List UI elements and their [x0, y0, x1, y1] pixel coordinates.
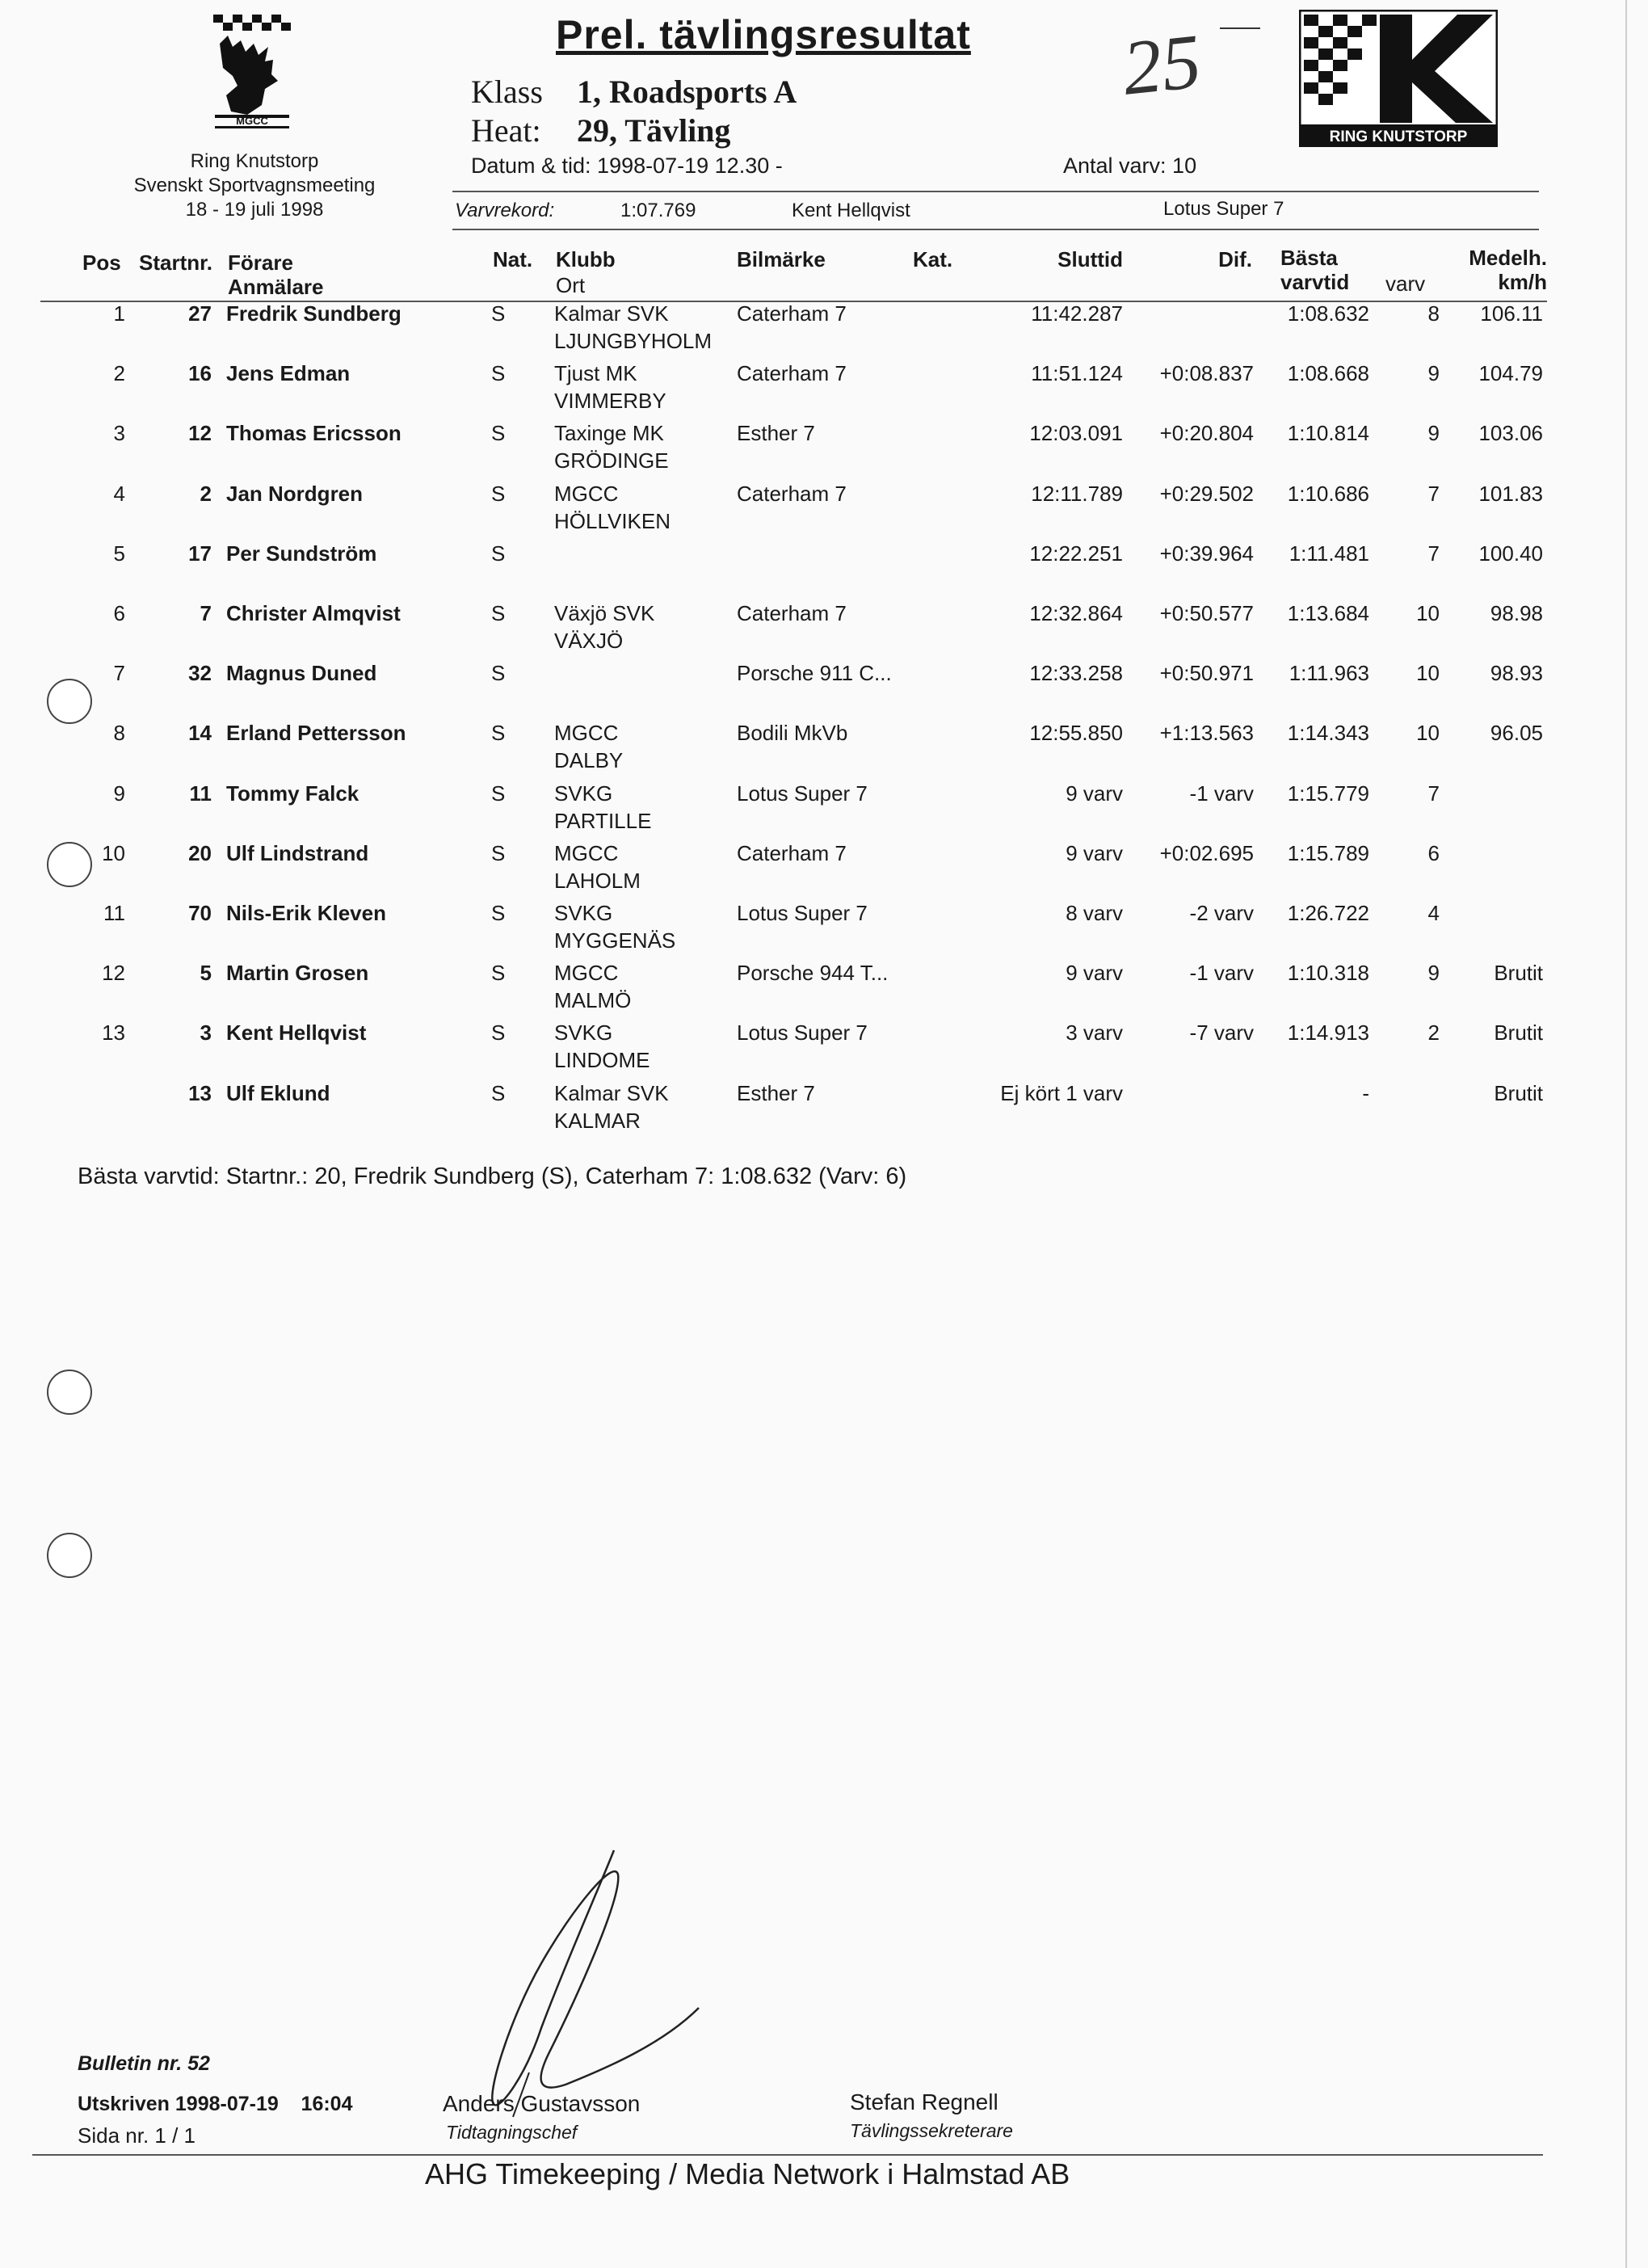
- class-value: 1, Roadsports A: [577, 74, 797, 110]
- official2-role: Tävlingssekreterare: [850, 2120, 1013, 2141]
- cell-nat: S: [491, 361, 506, 385]
- cell-nat: S: [491, 421, 506, 445]
- cell-avg-speed: Brutit: [1494, 1020, 1543, 1045]
- official1-name: Anders Gustavsson: [443, 2091, 641, 2116]
- col-car: Bilmärke: [737, 247, 826, 271]
- cell-club: Kalmar SVK: [554, 301, 669, 326]
- cell-best-lap: 7: [1427, 482, 1440, 506]
- cell-driver: Erland Pettersson: [226, 721, 406, 745]
- col-startnr: Startnr.: [139, 250, 213, 275]
- cell-car: Esther 7: [737, 421, 815, 445]
- cell-pos: 5: [113, 541, 125, 566]
- cell-car: Caterham 7: [737, 301, 847, 326]
- cell-finish: 9 varv: [1066, 961, 1123, 985]
- cell-avg-speed: 98.98: [1490, 601, 1543, 625]
- footer-divider: [32, 2154, 1543, 2156]
- cell-diff: +0:20.804: [1159, 421, 1254, 445]
- top-divider: [452, 191, 1539, 192]
- cell-town: LJUNGBYHOLM: [554, 329, 713, 353]
- col-avg-unit: km/h: [1498, 270, 1547, 294]
- cell-nat: S: [491, 781, 506, 806]
- col-best: Bästa: [1280, 246, 1338, 270]
- cell-best-time: 1:14.343: [1287, 721, 1369, 745]
- cell-startnr: 11: [189, 781, 212, 806]
- cell-avg-speed: 101.83: [1478, 482, 1543, 506]
- cell-best-lap: 8: [1427, 301, 1440, 326]
- cell-startnr: 20: [188, 841, 212, 865]
- cell-finish: 9 varv: [1066, 841, 1123, 865]
- official2-name: Stefan Regnell: [850, 2089, 998, 2114]
- col-cat: Kat.: [913, 247, 953, 271]
- cell-driver: Kent Hellqvist: [226, 1020, 367, 1045]
- col-finish: Sluttid: [1057, 247, 1123, 271]
- ring-knutstorp-logo-text: RING KNUTSTORP: [1329, 128, 1468, 145]
- cell-best-lap: 6: [1427, 841, 1440, 865]
- cell-club: MGCC: [554, 841, 619, 865]
- cell-avg-speed: 96.05: [1490, 721, 1543, 745]
- cell-avg-speed: 103.06: [1478, 421, 1543, 445]
- page-title: Prel. tävlingsresultat: [556, 12, 971, 57]
- lap-record-label: Varvrekord:: [455, 200, 555, 221]
- cell-driver: Jan Nordgren: [226, 482, 364, 506]
- lap-record-car: Lotus Super 7: [1163, 198, 1284, 220]
- cell-best-time: -: [1362, 1081, 1369, 1105]
- cell-nat: S: [491, 482, 506, 506]
- lap-record-divider: [452, 229, 1539, 230]
- cell-best-time: 1:14.913: [1287, 1020, 1369, 1045]
- cell-club: SVKG: [554, 901, 613, 925]
- cell-diff: -1 varv: [1189, 781, 1254, 806]
- cell-driver: Tommy Falck: [226, 781, 359, 806]
- cell-car: Porsche 911 C...: [737, 661, 892, 685]
- cell-nat: S: [491, 841, 506, 865]
- company-name: AHG Timekeeping / Media Network i Halmstad AB: [425, 2157, 1070, 2190]
- cell-nat: S: [491, 541, 506, 566]
- cell-driver: Nils-Erik Kleven: [226, 901, 386, 925]
- punch-hole: [47, 1370, 92, 1415]
- cell-diff: -7 varv: [1189, 1020, 1254, 1045]
- cell-pos: 6: [113, 601, 125, 625]
- cell-driver: Christer Almqvist: [226, 601, 401, 625]
- cell-pos: 11: [103, 901, 125, 925]
- cell-best-lap: 9: [1427, 361, 1440, 385]
- cell-best-time: 1:13.684: [1287, 601, 1369, 625]
- cell-driver: Martin Grosen: [226, 961, 369, 985]
- cell-finish: 12:03.091: [1029, 421, 1123, 445]
- cell-finish: 9 varv: [1066, 781, 1123, 806]
- cell-town: PARTILLE: [554, 809, 652, 833]
- cell-avg-speed: 104.79: [1478, 361, 1543, 385]
- cell-best-lap: 4: [1427, 901, 1440, 925]
- mgcc-logo-text: MGCC: [236, 115, 268, 127]
- heat-value: 29, Tävling: [577, 112, 731, 149]
- mgcc-logo: [208, 11, 297, 141]
- cell-finish: 12:32.864: [1029, 601, 1123, 625]
- signature: [452, 1842, 711, 2133]
- cell-town: DALBY: [554, 748, 624, 772]
- cell-diff: +0:08.837: [1159, 361, 1254, 385]
- cell-finish: Ej kört 1 varv: [1000, 1081, 1123, 1105]
- cell-diff: +0:50.577: [1159, 601, 1254, 625]
- cell-pos: 9: [113, 781, 125, 806]
- ring-knutstorp-logo: [1299, 10, 1498, 147]
- cell-best-time: 1:11.481: [1289, 541, 1369, 566]
- cell-driver: Thomas Ericsson: [226, 421, 401, 445]
- cell-car: Lotus Super 7: [737, 1020, 868, 1045]
- table-row: [0, 661, 1648, 721]
- cell-diff: -1 varv: [1189, 961, 1254, 985]
- cell-car: Caterham 7: [737, 482, 847, 506]
- cell-best-lap: 2: [1427, 1020, 1440, 1045]
- cell-startnr: 70: [188, 901, 212, 925]
- cell-nat: S: [491, 1020, 506, 1045]
- lap-record-driver: Kent Hellqvist: [792, 200, 910, 221]
- cell-startnr: 16: [188, 361, 212, 385]
- table-row: [0, 421, 1648, 481]
- cell-driver: Ulf Lindstrand: [226, 841, 369, 865]
- table-row: [0, 541, 1648, 601]
- cell-town: VÄXJÖ: [554, 629, 624, 653]
- cell-best-time: 1:10.318: [1287, 961, 1369, 985]
- cell-startnr: 32: [188, 661, 212, 685]
- cell-avg-speed: 100.40: [1478, 541, 1543, 566]
- table-row: [0, 1020, 1648, 1080]
- cell-diff: +0:39.964: [1159, 541, 1254, 566]
- laps-total: Antal varv: 10: [1063, 154, 1197, 178]
- col-best-lap: varv: [1385, 271, 1426, 296]
- page-number: Sida nr. 1 / 1: [78, 2123, 195, 2148]
- event-dates: 18 - 19 juli 1998: [185, 199, 324, 221]
- cell-driver: Ulf Eklund: [226, 1081, 330, 1105]
- cell-startnr: 2: [200, 482, 212, 506]
- cell-best-lap: 10: [1416, 661, 1440, 685]
- col-diff: Dif.: [1218, 247, 1252, 271]
- col-best-time: varvtid: [1280, 270, 1350, 294]
- cell-pos: 10: [102, 841, 125, 865]
- cell-finish: 3 varv: [1066, 1020, 1123, 1045]
- cell-avg-speed: Brutit: [1494, 961, 1543, 985]
- cell-town: MYGGENÄS: [554, 928, 676, 953]
- cell-pos: 2: [113, 361, 125, 385]
- cell-nat: S: [491, 961, 506, 985]
- cell-best-time: 1:08.668: [1287, 361, 1369, 385]
- cell-car: Caterham 7: [737, 361, 847, 385]
- punch-hole: [47, 1533, 92, 1578]
- cell-best-lap: 9: [1427, 421, 1440, 445]
- cell-club: MGCC: [554, 482, 619, 506]
- cell-diff: +0:02.695: [1159, 841, 1254, 865]
- cell-driver: Per Sundström: [226, 541, 377, 566]
- cell-best-lap: 9: [1427, 961, 1440, 985]
- class-label: Klass: [471, 74, 543, 110]
- cell-best-time: 1:10.686: [1287, 482, 1369, 506]
- lap-record-time: 1:07.769: [620, 200, 696, 221]
- cell-startnr: 13: [188, 1081, 212, 1105]
- cell-finish: 12:33.258: [1029, 661, 1123, 685]
- cell-best-time: 1:10.814: [1287, 421, 1369, 445]
- cell-pos: 1: [113, 301, 125, 326]
- cell-finish: 12:22.251: [1029, 541, 1123, 566]
- col-entrant: Anmälare: [228, 275, 324, 299]
- event-name: Svenskt Sportvagnsmeeting: [133, 175, 376, 196]
- cell-driver: Fredrik Sundberg: [226, 301, 401, 326]
- table-row: [0, 901, 1648, 961]
- table-row: [0, 1081, 1648, 1141]
- col-driver: Förare: [228, 250, 293, 275]
- official1-role: Tidtagningschef: [446, 2122, 578, 2143]
- cell-town: LAHOLM: [554, 869, 641, 893]
- cell-pos: 8: [113, 721, 125, 745]
- cell-best-lap: 7: [1427, 541, 1440, 566]
- organizer-name: Ring Knutstorp: [190, 150, 319, 172]
- cell-avg-speed: Brutit: [1494, 1081, 1543, 1105]
- cell-diff: +0:50.971: [1159, 661, 1254, 685]
- cell-nat: S: [491, 601, 506, 625]
- cell-pos: 7: [113, 661, 125, 685]
- heat-label: Heat:: [471, 112, 541, 149]
- cell-startnr: 27: [188, 301, 212, 326]
- cell-nat: S: [491, 1081, 506, 1105]
- table-row: [0, 781, 1648, 841]
- cell-best-time: 1:11.963: [1289, 661, 1369, 685]
- cell-club: SVKG: [554, 1020, 613, 1045]
- table-row: [0, 601, 1648, 661]
- cell-avg-speed: 106.11: [1480, 301, 1543, 326]
- cell-club: Kalmar SVK: [554, 1081, 669, 1105]
- cell-car: Esther 7: [737, 1081, 815, 1105]
- cell-town: GRÖDINGE: [554, 448, 669, 473]
- table-row: [0, 961, 1648, 1020]
- handwritten-note: 25: [1118, 17, 1205, 112]
- cell-nat: S: [491, 901, 506, 925]
- cell-finish: 8 varv: [1066, 901, 1123, 925]
- cell-town: KALMAR: [554, 1109, 641, 1133]
- cell-startnr: 17: [188, 541, 212, 566]
- cell-club: Tjust MK: [554, 361, 637, 385]
- cell-diff: +1:13.563: [1159, 721, 1254, 745]
- cell-diff: +0:29.502: [1159, 482, 1254, 506]
- cell-club: Växjö SVK: [554, 601, 655, 625]
- cell-diff: -2 varv: [1189, 901, 1254, 925]
- cell-car: Caterham 7: [737, 601, 847, 625]
- bulletin-number: Bulletin nr. 52: [78, 2052, 210, 2075]
- cell-town: HÖLLVIKEN: [554, 509, 671, 533]
- cell-car: Lotus Super 7: [737, 781, 868, 806]
- col-nat: Nat.: [493, 247, 533, 271]
- cell-best-lap: 10: [1416, 601, 1440, 625]
- cell-club: Taxinge MK: [554, 421, 664, 445]
- cell-car: Porsche 944 T...: [737, 961, 889, 985]
- handwritten-dash: [1220, 27, 1260, 29]
- best-lap-note: Bästa varvtid: Startnr.: 20, Fredrik Sundberg (S), Caterham 7: 1:08.632 (Varv: 6): [78, 1163, 907, 1189]
- cell-club: SVKG: [554, 781, 613, 806]
- cell-best-time: 1:15.789: [1287, 841, 1369, 865]
- table-row: [0, 482, 1648, 541]
- date-time: Datum & tid: 1998-07-19 12.30 -: [471, 154, 783, 178]
- cell-town: MALMÖ: [554, 988, 632, 1012]
- cell-startnr: 3: [200, 1020, 212, 1045]
- written-date: Utskriven 1998-07-19 16:04: [78, 2093, 353, 2115]
- cell-avg-speed: 98.93: [1490, 661, 1543, 685]
- table-row: [0, 841, 1648, 901]
- cell-nat: S: [491, 661, 506, 685]
- cell-startnr: 12: [188, 421, 212, 445]
- table-row: [0, 721, 1648, 781]
- cell-nat: S: [491, 721, 506, 745]
- cell-pos: 12: [102, 961, 125, 985]
- cell-finish: 12:55.850: [1029, 721, 1123, 745]
- cell-pos: 4: [113, 482, 125, 506]
- cell-finish: 11:42.287: [1031, 301, 1123, 326]
- cell-startnr: 5: [200, 961, 212, 985]
- cell-car: Lotus Super 7: [737, 901, 868, 925]
- col-town: Ort: [556, 273, 586, 297]
- cell-car: Bodili MkVb: [737, 721, 848, 745]
- table-row: [0, 361, 1648, 421]
- cell-club: MGCC: [554, 721, 619, 745]
- cell-startnr: 7: [200, 601, 212, 625]
- cell-nat: S: [491, 301, 506, 326]
- col-club: Klubb: [556, 247, 616, 271]
- col-pos: Pos: [82, 250, 121, 275]
- cell-town: VIMMERBY: [554, 389, 666, 413]
- cell-best-time: 1:08.632: [1287, 301, 1369, 326]
- cell-best-time: 1:26.722: [1287, 901, 1369, 925]
- cell-car: Caterham 7: [737, 841, 847, 865]
- cell-finish: 11:51.124: [1031, 361, 1123, 385]
- col-avg: Medelh.: [1469, 246, 1547, 270]
- cell-town: LINDOME: [554, 1048, 650, 1072]
- cell-pos: 3: [113, 421, 125, 445]
- cell-finish: 12:11.789: [1031, 482, 1123, 506]
- cell-driver: Jens Edman: [226, 361, 351, 385]
- table-row: [0, 301, 1648, 361]
- cell-pos: 13: [102, 1020, 125, 1045]
- cell-best-lap: 7: [1427, 781, 1440, 806]
- cell-startnr: 14: [188, 721, 212, 745]
- cell-driver: Magnus Duned: [226, 661, 377, 685]
- cell-best-lap: 10: [1416, 721, 1440, 745]
- cell-best-time: 1:15.779: [1287, 781, 1369, 806]
- cell-club: MGCC: [554, 961, 619, 985]
